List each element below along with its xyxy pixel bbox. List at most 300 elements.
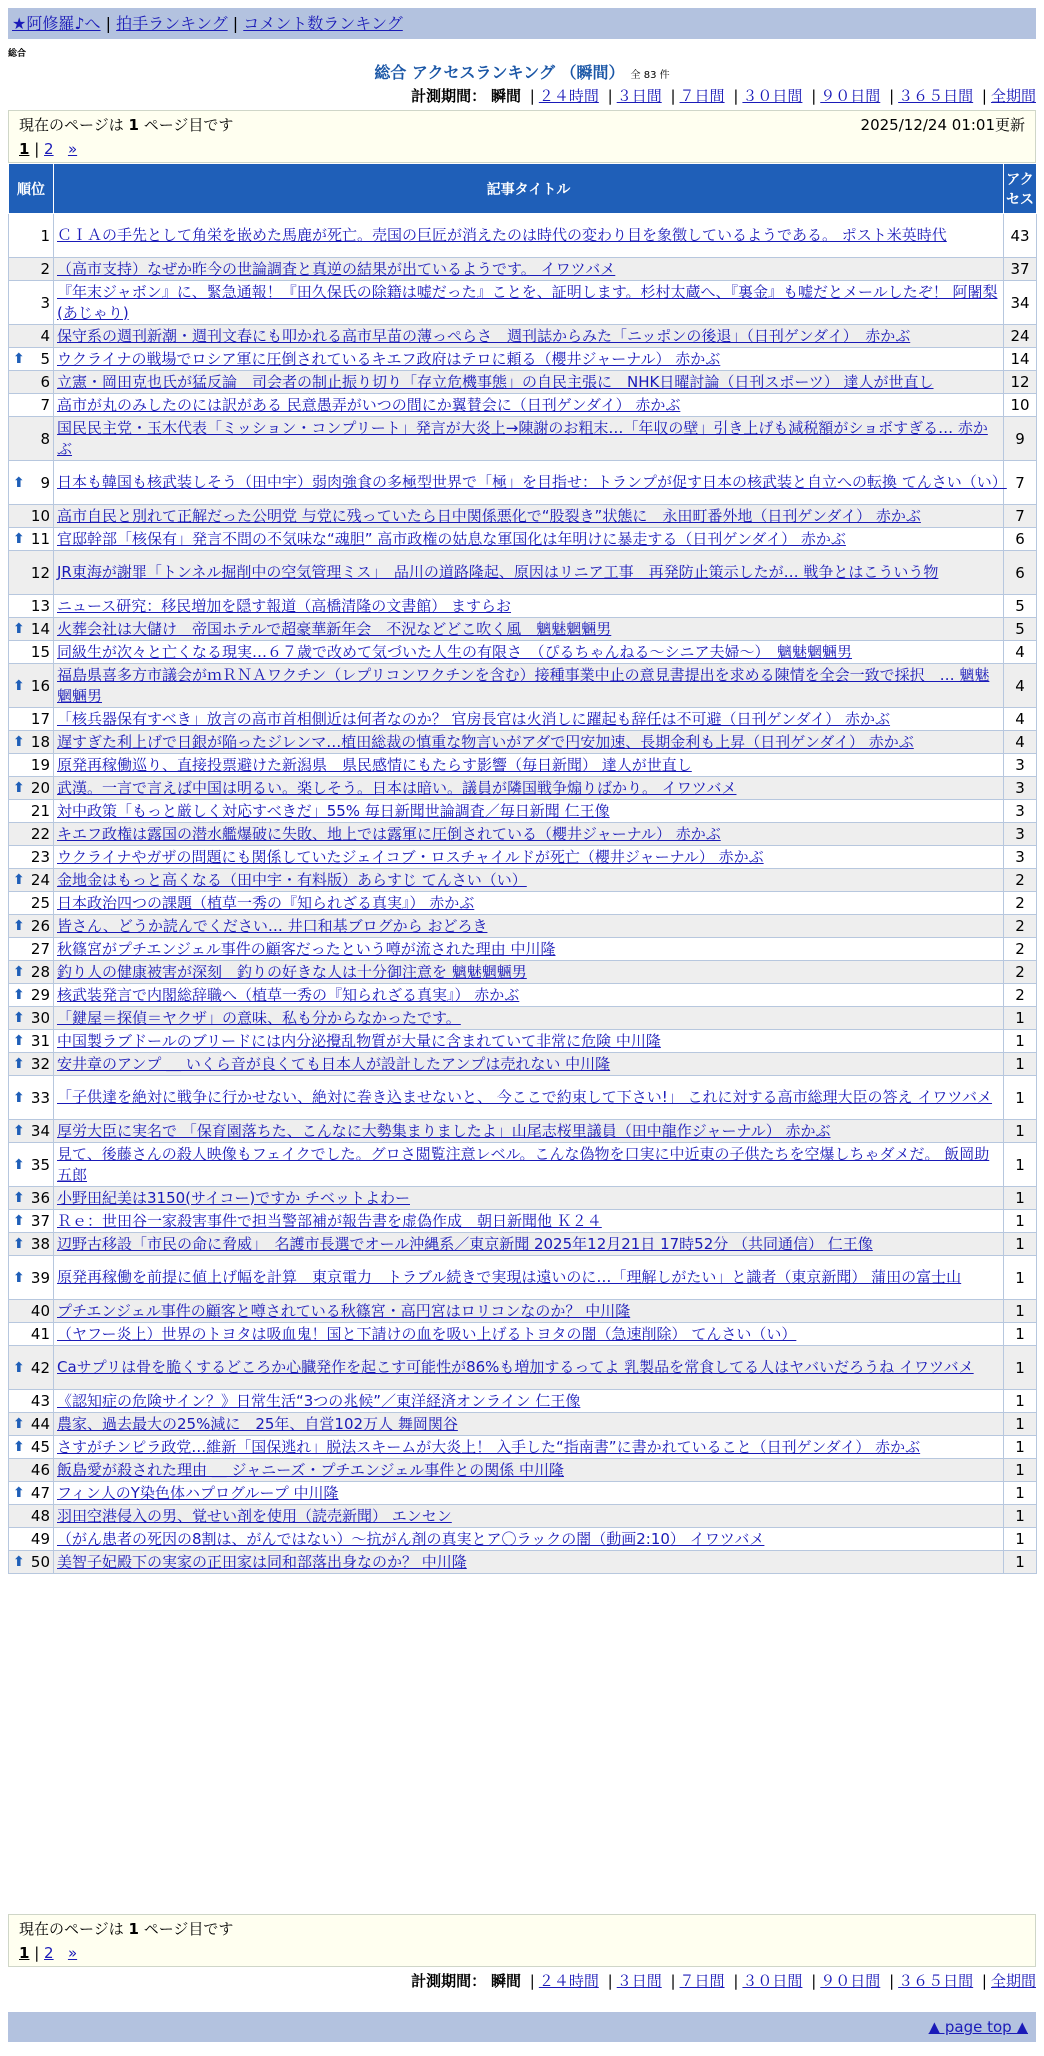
rank-cell bbox=[9, 371, 54, 394]
pagination-box-top bbox=[8, 110, 1036, 163]
rank-cell bbox=[9, 1076, 54, 1120]
rank-number: 34 bbox=[30, 1122, 50, 1140]
up-arrow-icon: ⬆ bbox=[13, 1123, 25, 1139]
access-count: 3 bbox=[1004, 823, 1037, 846]
table-row bbox=[9, 754, 1037, 777]
period-option-7d[interactable]: ７日間 bbox=[679, 87, 725, 105]
rank-number: 1 bbox=[40, 226, 50, 245]
article-link[interactable]: 日本政治四つの課題（植草一秀の『知られざる真実』） 赤かぶ bbox=[57, 893, 475, 912]
article-link[interactable]: 「子供達を絶対に戦争に行かせない、絶対に巻き込ませないと、 今ここで約束して下さい!」 これに対する高市総理大臣の答え イワツバメ bbox=[57, 1088, 993, 1106]
pager-current-page: 1 bbox=[19, 140, 30, 158]
up-arrow-icon: ⬆ bbox=[13, 1213, 25, 1229]
table-row bbox=[9, 731, 1037, 754]
access-count: 1 bbox=[1004, 1256, 1037, 1300]
table-row bbox=[9, 551, 1037, 595]
up-arrow-icon: ⬆ bbox=[13, 872, 25, 888]
access-count: 1 bbox=[1004, 1346, 1037, 1390]
article-link[interactable]: （ヤフー炎上）世界のトヨタは吸血鬼！国と下請けの血を吸い上げるトヨタの闇（急速削除） てんさい（い） bbox=[57, 1324, 797, 1343]
rank-number: 22 bbox=[30, 825, 50, 843]
rank-cell bbox=[9, 618, 54, 641]
rank-cell bbox=[9, 777, 54, 800]
article-link[interactable]: （がん患者の死因の8割は、がんではない）～抗がん剤の真実とア〇ラックの闇（動画2:10） イワツバメ bbox=[57, 1529, 765, 1548]
table-row bbox=[9, 664, 1037, 708]
article-link[interactable]: 羽田空港侵入の男、覚せい剤を使用（読売新聞） エンセン bbox=[57, 1506, 452, 1525]
access-count: 37 bbox=[1004, 258, 1037, 281]
up-arrow-icon: ⬆ bbox=[13, 734, 25, 750]
table-row bbox=[9, 1120, 1037, 1143]
home-link[interactable]: ★阿修羅♪へ bbox=[12, 14, 101, 33]
rank-number: 23 bbox=[30, 848, 50, 866]
title-cell bbox=[54, 618, 1004, 641]
table-row bbox=[9, 1143, 1037, 1187]
rank-number: 28 bbox=[30, 963, 50, 981]
bottom-bar bbox=[8, 2012, 1036, 2042]
table-row bbox=[9, 1076, 1037, 1120]
access-count: 1 bbox=[1004, 1210, 1037, 1233]
access-count: 1 bbox=[1004, 1459, 1037, 1482]
rank-number: 5 bbox=[40, 350, 50, 368]
rank-number: 32 bbox=[30, 1055, 50, 1073]
rank-number: 9 bbox=[40, 473, 50, 492]
up-arrow-icon: ⬆ bbox=[13, 474, 25, 491]
title-cell bbox=[54, 961, 1004, 984]
title-cell bbox=[54, 1346, 1004, 1390]
table-row bbox=[9, 258, 1037, 281]
page-top-link[interactable]: ▲ page top ▲ bbox=[928, 2018, 1028, 2036]
rank-number: 2 bbox=[40, 260, 50, 278]
access-count: 34 bbox=[1004, 281, 1037, 325]
title-cell bbox=[54, 394, 1004, 417]
table-row bbox=[9, 869, 1037, 892]
rank-number: 24 bbox=[30, 871, 50, 889]
title-cell bbox=[54, 1528, 1004, 1551]
title-cell bbox=[54, 846, 1004, 869]
title-cell bbox=[54, 1436, 1004, 1459]
rank-cell bbox=[9, 1323, 54, 1346]
category-tag: 総合 bbox=[8, 49, 27, 59]
rank-number: 47 bbox=[30, 1484, 50, 1502]
title-cell bbox=[54, 1256, 1004, 1300]
rank-number: 49 bbox=[30, 1530, 50, 1548]
title-cell bbox=[54, 731, 1004, 754]
access-count: 2 bbox=[1004, 961, 1037, 984]
article-link[interactable]: 火葬会社は大儲け 帝国ホテルで超豪華新年会 不況などどこ吹く風 魑魅魍魎男 bbox=[57, 619, 612, 638]
article-link[interactable]: 農家、過去最大の25%減に 25年、自営102万人 舞岡関谷 bbox=[57, 1414, 458, 1433]
rank-number: 29 bbox=[30, 986, 50, 1004]
rank-cell bbox=[9, 938, 54, 961]
up-arrow-icon: ⬆ bbox=[13, 1554, 25, 1570]
title-cell bbox=[54, 1390, 1004, 1413]
rank-number: 42 bbox=[30, 1358, 50, 1377]
up-arrow-icon: ⬆ bbox=[13, 1269, 25, 1286]
access-count: 3 bbox=[1004, 754, 1037, 777]
pager-page-2[interactable]: 2 bbox=[44, 1944, 54, 1962]
ranking-body bbox=[9, 214, 1037, 1574]
table-row bbox=[9, 984, 1037, 1007]
rank-number: 8 bbox=[40, 429, 50, 448]
table-row bbox=[9, 1256, 1037, 1300]
total-count: 全 83 件 bbox=[630, 70, 670, 81]
rank-number: 12 bbox=[30, 563, 50, 582]
article-link[interactable]: ウクライナやガザの問題にも関係していたジェイコブ・ロスチャイルドが死亡（櫻井ジャーナル） 赤かぶ bbox=[57, 847, 764, 866]
pager-next[interactable]: » bbox=[67, 1944, 78, 1962]
title-cell bbox=[54, 800, 1004, 823]
rank-number: 33 bbox=[30, 1088, 50, 1107]
article-link[interactable]: 高市自民と別れて正解だった公明党 与党に残っていたら日中関係悪化で“股裂き”状態に 永田町番外地（日刊ゲンダイ） 赤かぶ bbox=[57, 506, 921, 525]
table-row bbox=[9, 214, 1037, 258]
rank-number: 50 bbox=[30, 1553, 50, 1571]
title-cell bbox=[54, 1030, 1004, 1053]
table-row bbox=[9, 800, 1037, 823]
rank-cell bbox=[9, 1413, 54, 1436]
table-row bbox=[9, 325, 1037, 348]
title-cell bbox=[54, 505, 1004, 528]
pager-next[interactable]: » bbox=[67, 140, 78, 158]
rank-cell bbox=[9, 1300, 54, 1323]
period-option-3d[interactable]: ３日間 bbox=[616, 1972, 662, 1990]
access-count: 1 bbox=[1004, 1413, 1037, 1436]
rank-number: 31 bbox=[30, 1032, 50, 1050]
article-link[interactable]: 釣り人の健康被害が深刻 釣りの好きな人は十分御注意を 魑魅魍魎男 bbox=[57, 962, 527, 981]
rank-number: 36 bbox=[30, 1189, 50, 1207]
period-option-all[interactable]: 全期間 bbox=[990, 1972, 1036, 1990]
period-option-3d[interactable]: ３日間 bbox=[616, 87, 662, 105]
table-row bbox=[9, 348, 1037, 371]
access-count: 1 bbox=[1004, 1323, 1037, 1346]
title-cell bbox=[54, 258, 1004, 281]
title-cell bbox=[54, 777, 1004, 800]
table-row bbox=[9, 1505, 1037, 1528]
access-count: 4 bbox=[1004, 641, 1037, 664]
article-link[interactable]: 金地金はもっと高くなる（田中宇・有料版）あらすじ てんさい（い） bbox=[57, 870, 527, 889]
access-count: 12 bbox=[1004, 371, 1037, 394]
title-cell bbox=[54, 708, 1004, 731]
period-current: 瞬間 bbox=[490, 1972, 521, 1990]
rank-cell bbox=[9, 1436, 54, 1459]
title-cell bbox=[54, 1120, 1004, 1143]
title-cell bbox=[54, 1459, 1004, 1482]
rank-number: 37 bbox=[30, 1212, 50, 1230]
article-link[interactable]: 武漢。一言で言えば中国は明るい。楽しそう。日本は暗い。議員が隣国戦争煽りばかり。 イワツバメ bbox=[57, 778, 737, 797]
access-count: 3 bbox=[1004, 800, 1037, 823]
access-count: 1 bbox=[1004, 1187, 1037, 1210]
period-option-all[interactable]: 全期間 bbox=[990, 87, 1036, 105]
access-count: 1 bbox=[1004, 1120, 1037, 1143]
pager-current-page: 1 bbox=[19, 1944, 30, 1962]
up-arrow-icon: ⬆ bbox=[13, 621, 25, 637]
access-count: 5 bbox=[1004, 595, 1037, 618]
article-link[interactable]: 中国製ラブドールのブリードには内分泌攪乱物質が大量に含まれていて非常に危険 中川隆 bbox=[57, 1031, 661, 1050]
rank-number: 18 bbox=[30, 733, 50, 751]
header-rank: 順位 bbox=[9, 164, 54, 214]
rank-number: 17 bbox=[30, 710, 50, 728]
comment-ranking-link[interactable]: コメント数ランキング bbox=[243, 14, 403, 33]
rank-cell bbox=[9, 394, 54, 417]
rank-number: 6 bbox=[40, 373, 50, 391]
table-row bbox=[9, 1413, 1037, 1436]
up-arrow-icon: ⬆ bbox=[13, 780, 25, 796]
rank-number: 3 bbox=[40, 293, 50, 312]
table-row bbox=[9, 846, 1037, 869]
article-link[interactable]: 安井章のアンプ ＿ いくら音が良くても日本人が設計したアンプは売れない 中川隆 bbox=[57, 1054, 611, 1073]
title-cell bbox=[54, 869, 1004, 892]
rank-number: 7 bbox=[40, 396, 50, 414]
table-row bbox=[9, 528, 1037, 551]
rank-cell bbox=[9, 1187, 54, 1210]
rank-cell bbox=[9, 595, 54, 618]
article-link[interactable]: 辺野古移設「市民の命に脅威」 名護市長選でオール沖縄系／東京新聞 2025年12月21日 17時52分 （共同通信） 仁王像 bbox=[57, 1234, 873, 1253]
rank-number: 41 bbox=[30, 1325, 50, 1343]
title-cell bbox=[54, 664, 1004, 708]
title-cell bbox=[54, 938, 1004, 961]
article-link[interactable]: 保守系の週刊新潮・週刊文春にも叩かれる高市早苗の薄っぺらさ 週刊誌からみた「ニッポンの後退」（日刊ゲンダイ） 赤かぶ bbox=[57, 326, 911, 345]
rank-cell bbox=[9, 1459, 54, 1482]
rank-cell bbox=[9, 708, 54, 731]
article-link[interactable]: Caサプリは骨を脆くするどころか心臓発作を起こす可能性が86%も増加するってよ 乳製品を常食してる人はヤバいだろうね イワツバメ bbox=[57, 1358, 974, 1376]
table-row bbox=[9, 961, 1037, 984]
rank-cell bbox=[9, 1551, 54, 1574]
access-count: 1 bbox=[1004, 1505, 1037, 1528]
title-cell bbox=[54, 1323, 1004, 1346]
page-title-row bbox=[8, 60, 1036, 83]
article-link[interactable]: ウクライナの戦場でロシア軍に圧倒されているキエフ政府はテロに頼る（櫻井ジャーナル） 赤かぶ bbox=[57, 349, 721, 368]
table-row bbox=[9, 1187, 1037, 1210]
title-cell bbox=[54, 984, 1004, 1007]
title-cell bbox=[54, 1076, 1004, 1120]
article-link[interactable]: 対中政策「もっと厳しく対応すべきだ」55% 毎日新聞世論調査／毎日新聞 仁王像 bbox=[57, 801, 610, 820]
article-link[interactable]: 日本も韓国も核武装しそう（田中宇）弱肉強食の多極型世界で「極」を目指せ：トランプが促す日本の核武装と自立への転換 てんさい（い） bbox=[57, 473, 1007, 491]
table-row bbox=[9, 505, 1037, 528]
up-arrow-icon: ⬆ bbox=[13, 351, 25, 367]
article-link[interactable]: （高市支持）なぜか昨今の世論調査と真逆の結果が出ているようです。 イワツバメ bbox=[57, 259, 616, 278]
title-cell bbox=[54, 214, 1004, 258]
article-link[interactable]: 飯島愛が殺された理由 ＿ ジャニーズ・プチエンジェル事件との関係 中川隆 bbox=[57, 1460, 564, 1479]
rank-cell bbox=[9, 984, 54, 1007]
article-link[interactable]: 皆さん、どうか読んでください… 井口和基ブログから おどろき bbox=[57, 916, 488, 935]
clap-ranking-link[interactable]: 拍手ランキング bbox=[116, 14, 228, 33]
rank-number: 43 bbox=[30, 1392, 50, 1410]
period-option-30d[interactable]: ３０日間 bbox=[742, 87, 803, 105]
article-link[interactable]: フィン人のY染色体ハプログループ 中川隆 bbox=[57, 1483, 339, 1502]
table-row bbox=[9, 1482, 1037, 1505]
rank-number: 4 bbox=[40, 327, 50, 345]
period-option-365d[interactable]: ３６５日間 bbox=[898, 1972, 974, 1990]
article-link[interactable]: ニュース研究：移民増加を隠す報道（高橋清隆の文書館） ますらお bbox=[57, 596, 512, 615]
title-cell bbox=[54, 325, 1004, 348]
access-count: 4 bbox=[1004, 708, 1037, 731]
up-arrow-icon: ⬆ bbox=[13, 677, 25, 694]
up-arrow-icon: ⬆ bbox=[13, 1056, 25, 1072]
article-link[interactable]: キエフ政権は露国の潜水艦爆破に失敗、地上では露軍に圧倒されている（櫻井ジャーナル） 赤かぶ bbox=[57, 824, 721, 843]
access-count: 1 bbox=[1004, 1482, 1037, 1505]
rank-cell bbox=[9, 1256, 54, 1300]
access-count: 1 bbox=[1004, 1300, 1037, 1323]
title-cell bbox=[54, 551, 1004, 595]
access-count: 7 bbox=[1004, 505, 1037, 528]
title-cell bbox=[54, 1053, 1004, 1076]
up-arrow-icon: ⬆ bbox=[13, 987, 25, 1003]
page-info: 現在のページは 1 ページ目です bbox=[19, 116, 234, 134]
article-link[interactable]: 国民民主党・玉木代表「ミッション・コンプリート」発言が大炎上→陳謝のお粗末…「年収の壁」引き上げも減税額がショボすぎる… 赤かぶ bbox=[57, 418, 988, 458]
article-link[interactable]: 「核兵器保有すべき」放言の高市首相側近は何者なのか？ 官房長官は火消しに躍起も辞任は不可避（日刊ゲンダイ） 赤かぶ bbox=[57, 709, 891, 728]
article-link[interactable]: 美智子妃殿下の実家の正田家は同和部落出身なのか？ 中川隆 bbox=[57, 1552, 467, 1571]
rank-cell bbox=[9, 1505, 54, 1528]
article-link[interactable]: 《認知症の危険サイン？》日常生活“3つの兆候”／東洋経済オンライン 仁王像 bbox=[57, 1391, 581, 1410]
access-count: 2 bbox=[1004, 892, 1037, 915]
title-cell bbox=[54, 1413, 1004, 1436]
article-link[interactable]: プチエンジェル事件の顧客と噂されている秋篠宮・高円宮はロリコンなのか？ 中川隆 bbox=[57, 1301, 631, 1320]
period-current: 瞬間 bbox=[490, 87, 521, 105]
table-row bbox=[9, 1007, 1037, 1030]
article-link[interactable]: 官邸幹部「核保有」発言不問の不気味な“魂胆” 高市政権の姑息な軍国化は年明けに暴走する（日刊ゲンダイ） 赤かぶ bbox=[57, 529, 846, 548]
title-cell bbox=[54, 1210, 1004, 1233]
rank-cell bbox=[9, 915, 54, 938]
rank-cell bbox=[9, 1233, 54, 1256]
up-arrow-icon: ⬆ bbox=[13, 1416, 25, 1432]
article-link[interactable]: 原発再稼働巡り、直接投票避けた新潟県 県民感情にもたらす影響（毎日新聞） 達人が世直し bbox=[57, 755, 692, 774]
page-info-bottom: 現在のページは 1 ページ目です bbox=[19, 1920, 234, 1938]
article-link[interactable]: 小野田紀美は3150(サイコー)ですか チベットよわー bbox=[57, 1188, 410, 1207]
rank-number: 20 bbox=[30, 779, 50, 797]
table-row bbox=[9, 777, 1037, 800]
table-row bbox=[9, 618, 1037, 641]
article-link[interactable]: Ｒｅ：世田谷一家殺害事件で担当警部補が報告書を虚偽作成 朝日新聞他 Ｋ２４ bbox=[57, 1211, 602, 1230]
rank-cell bbox=[9, 461, 54, 505]
access-count: 43 bbox=[1004, 214, 1037, 258]
rank-cell bbox=[9, 1007, 54, 1030]
rank-number: 35 bbox=[30, 1155, 50, 1174]
title-cell bbox=[54, 1551, 1004, 1574]
access-count: 10 bbox=[1004, 394, 1037, 417]
table-row bbox=[9, 1551, 1037, 1574]
title-cell bbox=[54, 641, 1004, 664]
rank-number: 14 bbox=[30, 620, 50, 638]
title-cell bbox=[54, 528, 1004, 551]
up-arrow-icon: ⬆ bbox=[13, 1236, 25, 1252]
article-link[interactable]: さすがチンピラ政党…維新「国保逃れ」脱法スキームが大炎上！ 入手した“指南書”に書かれていること（日刊ゲンダイ） 赤かぶ bbox=[57, 1437, 921, 1456]
page-title: 総合 アクセスランキング （瞬間） bbox=[374, 63, 625, 82]
rank-number: 30 bbox=[30, 1009, 50, 1027]
access-count: 1 bbox=[1004, 1053, 1037, 1076]
table-row bbox=[9, 1323, 1037, 1346]
article-link[interactable]: ＣＩＡの手先として角栄を嵌めた馬鹿が死亡。売国の巨匠が消えたのは時代の変わり目を象徴しているようである。 ポスト米英時代 bbox=[57, 226, 947, 244]
pager-page-2[interactable]: 2 bbox=[44, 140, 54, 158]
table-row bbox=[9, 1233, 1037, 1256]
title-cell bbox=[54, 1007, 1004, 1030]
article-link[interactable]: JR東海が謝罪「トンネル掘削中の空気管理ミス」 品川の道路隆起、原因はリニア工事 再発防止策示したが… 戦争とはこういう物 bbox=[57, 563, 939, 581]
article-link[interactable]: 原発再稼働を前提に値上げ幅を計算 東京電力 トラブル続きで実現は遠いのに…「理解しがたい」と識者（東京新聞） 蒲田の富士山 bbox=[57, 1268, 962, 1286]
rank-cell bbox=[9, 551, 54, 595]
period-option-365d[interactable]: ３６５日間 bbox=[898, 87, 974, 105]
rank-number: 13 bbox=[30, 597, 50, 615]
rank-cell bbox=[9, 664, 54, 708]
rank-cell bbox=[9, 754, 54, 777]
access-count: 4 bbox=[1004, 731, 1037, 754]
article-link[interactable]: 高市が丸のみしたのには訳がある 民意愚弄がいつの間にか翼賛会に（日刊ゲンダイ） 赤かぶ bbox=[57, 395, 681, 414]
period-option-30d[interactable]: ３０日間 bbox=[742, 1972, 803, 1990]
access-count: 6 bbox=[1004, 551, 1037, 595]
rank-number: 25 bbox=[30, 894, 50, 912]
access-count: 2 bbox=[1004, 915, 1037, 938]
article-link[interactable]: 立憲・岡田克也氏が猛反論 司会者の制止振り切り「存立危機事態」の自民主張に NHK日曜討論（日刊スポーツ） 達人が世直し bbox=[57, 372, 934, 391]
access-count: 9 bbox=[1004, 417, 1037, 461]
access-count: 5 bbox=[1004, 618, 1037, 641]
article-link[interactable]: 同級生が次々と亡くなる現実…６７歳で改めて気づいた人生の有限さ （ぴるちゃんねる～シニア夫婦～） 魑魅魍魎男 bbox=[57, 642, 853, 661]
title-cell bbox=[54, 754, 1004, 777]
article-link[interactable]: 秋篠宮がプチエンジェル事件の顧客だったという噂が流された理由 中川隆 bbox=[57, 939, 556, 958]
up-arrow-icon: ⬆ bbox=[13, 964, 25, 980]
article-link[interactable]: 厚労大臣に実名で 「保育園落ちた、こんなに大勢集まりましたよ」山尾志桜里議員（田中龍作ジャーナル） 赤かぶ bbox=[57, 1121, 831, 1140]
title-cell bbox=[54, 595, 1004, 618]
title-cell bbox=[54, 371, 1004, 394]
period-option-90d[interactable]: ９０日間 bbox=[820, 1972, 881, 1990]
access-count: 1 bbox=[1004, 1233, 1037, 1256]
rank-number: 44 bbox=[30, 1415, 50, 1433]
access-count: 1 bbox=[1004, 1143, 1037, 1187]
rank-cell bbox=[9, 1528, 54, 1551]
table-row bbox=[9, 1210, 1037, 1233]
rank-cell bbox=[9, 731, 54, 754]
access-count: 1 bbox=[1004, 1528, 1037, 1551]
article-link[interactable]: 福島県喜多方市議会がｍＲＮＡワクチン（レプリコンワクチンを含む）接種事業中止の意見書提出を求める陳情を全会一致で採択 … 魑魅魍魎男 bbox=[57, 665, 990, 705]
up-arrow-icon: ⬆ bbox=[13, 1089, 25, 1106]
rank-cell bbox=[9, 348, 54, 371]
table-row bbox=[9, 1459, 1037, 1482]
rank-number: 11 bbox=[30, 530, 50, 548]
table-row bbox=[9, 371, 1037, 394]
rank-cell bbox=[9, 1210, 54, 1233]
title-cell bbox=[54, 1505, 1004, 1528]
nav-separator: | bbox=[105, 14, 112, 33]
title-cell bbox=[54, 461, 1007, 505]
table-row bbox=[9, 1346, 1037, 1390]
rank-number: 15 bbox=[30, 643, 50, 661]
period-option-90d[interactable]: ９０日間 bbox=[820, 87, 881, 105]
rank-cell bbox=[9, 1030, 54, 1053]
rank-number: 27 bbox=[30, 940, 50, 958]
rank-cell bbox=[9, 869, 54, 892]
table-row bbox=[9, 892, 1037, 915]
title-cell bbox=[54, 892, 1004, 915]
period-option-24h[interactable]: ２４時間 bbox=[538, 1972, 599, 1990]
table-row bbox=[9, 1053, 1037, 1076]
access-count: 3 bbox=[1004, 777, 1037, 800]
table-row bbox=[9, 708, 1037, 731]
article-link[interactable]: 「鍵屋＝探偵＝ヤクザ」の意味、私も分からなかったです。 bbox=[57, 1008, 461, 1027]
header-access: アクセス bbox=[1004, 164, 1037, 214]
article-link[interactable]: 核武装発言で内閣総辞職へ（植草一秀の『知られざる真実』） 赤かぶ bbox=[57, 985, 520, 1004]
rank-number: 48 bbox=[30, 1507, 50, 1525]
access-count: 6 bbox=[1004, 528, 1037, 551]
table-row bbox=[9, 1390, 1037, 1413]
access-count: 24 bbox=[1004, 325, 1037, 348]
rank-cell bbox=[9, 961, 54, 984]
table-row bbox=[9, 1436, 1037, 1459]
article-link[interactable]: 遅すぎた利上げで日銀が陥ったジレンマ…植田総裁の慎重な物言いがアダで円安加速、長期金利も上昇（日刊ゲンダイ） 赤かぶ bbox=[57, 732, 914, 751]
title-cell bbox=[54, 1482, 1004, 1505]
article-link[interactable]: 見て、後藤さんの殺人映像もフェイクでした。グロさ閲覧注意レベル。こんな偽物を口実に中近東の子供たちを空爆しちゃダメだ。 飯岡助五郎 bbox=[57, 1144, 990, 1184]
rank-cell bbox=[9, 823, 54, 846]
period-option-7d[interactable]: ７日間 bbox=[679, 1972, 725, 1990]
article-link[interactable]: 『年末ジャボン』に、緊急通報！『田久保氏の除籍は嘘だった』ことを、証明します。杉村太蔵へ、『裏金』も嘘だとメールしたぞ！ 阿闍梨(あじゃり) bbox=[57, 282, 998, 322]
table-row bbox=[9, 1030, 1037, 1053]
rank-cell bbox=[9, 1053, 54, 1076]
rank-cell bbox=[9, 846, 54, 869]
table-row bbox=[9, 1300, 1037, 1323]
table-row bbox=[9, 461, 1037, 505]
title-cell bbox=[54, 1143, 1004, 1187]
period-option-24h[interactable]: ２４時間 bbox=[538, 87, 599, 105]
